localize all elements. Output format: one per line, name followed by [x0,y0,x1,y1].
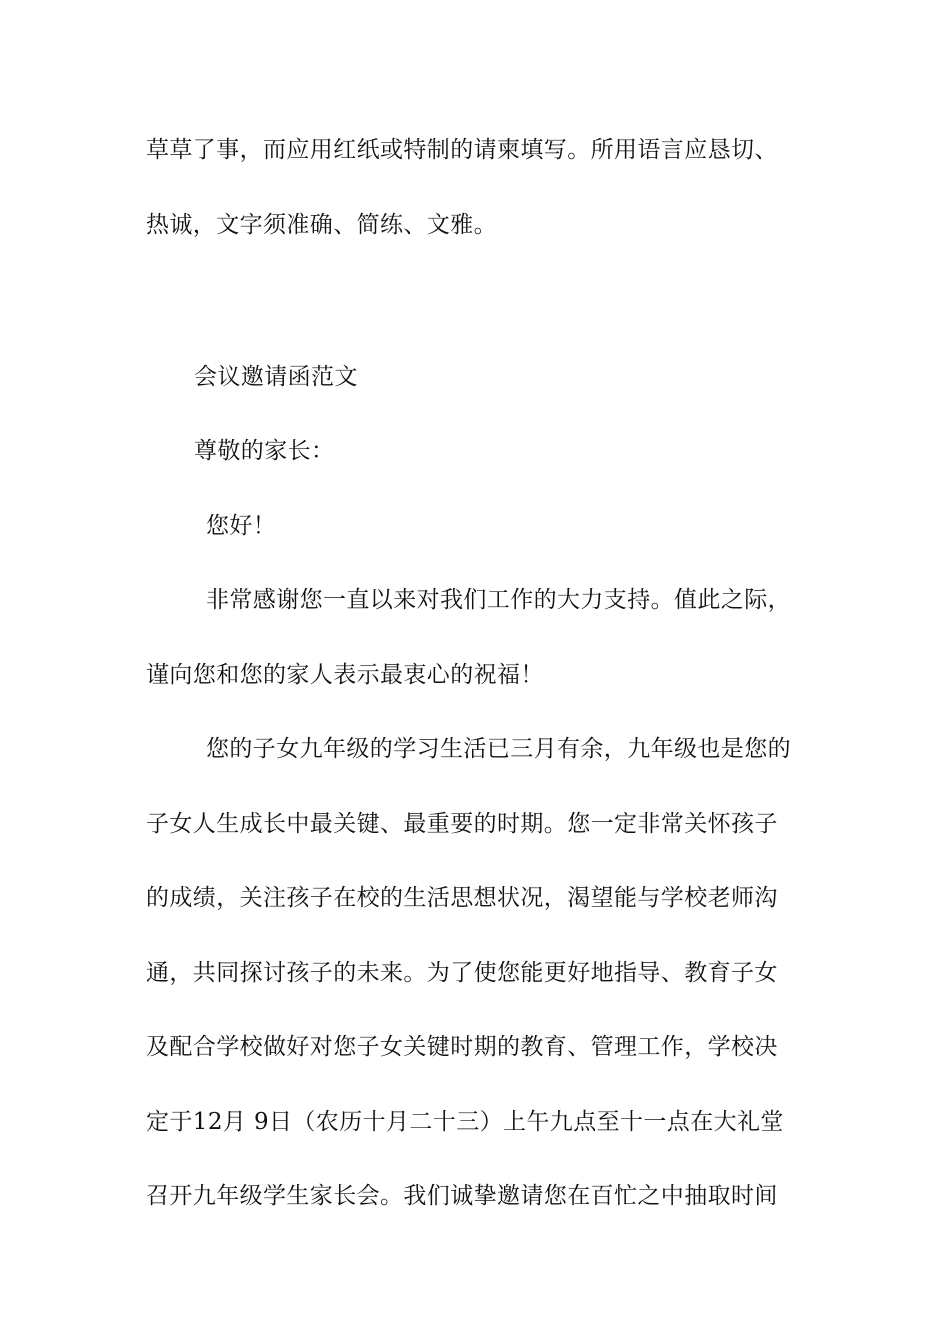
paragraph-2-line-7: 召开九年级学生家长会。我们诚挚邀请您在百忙之中抽取时间 [146,1183,778,1209]
paragraph-1-line-1: 非常感谢您一直以来对我们工作的大力支持。值此之际， [206,587,791,613]
paragraph-1-line-2: 谨向您和您的家人表示最衷心的祝福！ [146,662,544,688]
letter-greeting: 您好！ [206,513,277,539]
paragraph-2-line-2: 子女人生成长中最关键、最重要的时期。您一定非常关怀孩子 [146,811,778,837]
paragraph-2-line-4: 通，共同探讨孩子的未来。为了使您能更好地指导、教育子女 [146,960,778,986]
letter-title: 会议邀请函范文 [194,364,358,390]
intro-line-1: 草草了事，而应用红纸或特制的请柬填写。所用语言应恳切、 [146,137,778,163]
paragraph-2-line-3: 的成绩，关注孩子在校的生活思想状况，渴望能与学校老师沟 [146,885,778,911]
intro-line-2: 热诚，文字须准确、简练、文雅。 [146,212,497,238]
paragraph-2-line-5: 及配合学校做好对您子女关键时期的教育、管理工作，学校决 [146,1034,778,1060]
paragraph-2-line-1: 您的子女九年级的学习生活已三月有余，九年级也是您的 [206,736,791,762]
paragraph-2-line-6: 定于12月 9日（农历十月二十三）上午九点至十一点在大礼堂 [146,1109,784,1135]
letter-salutation: 尊敬的家长： [194,438,335,464]
